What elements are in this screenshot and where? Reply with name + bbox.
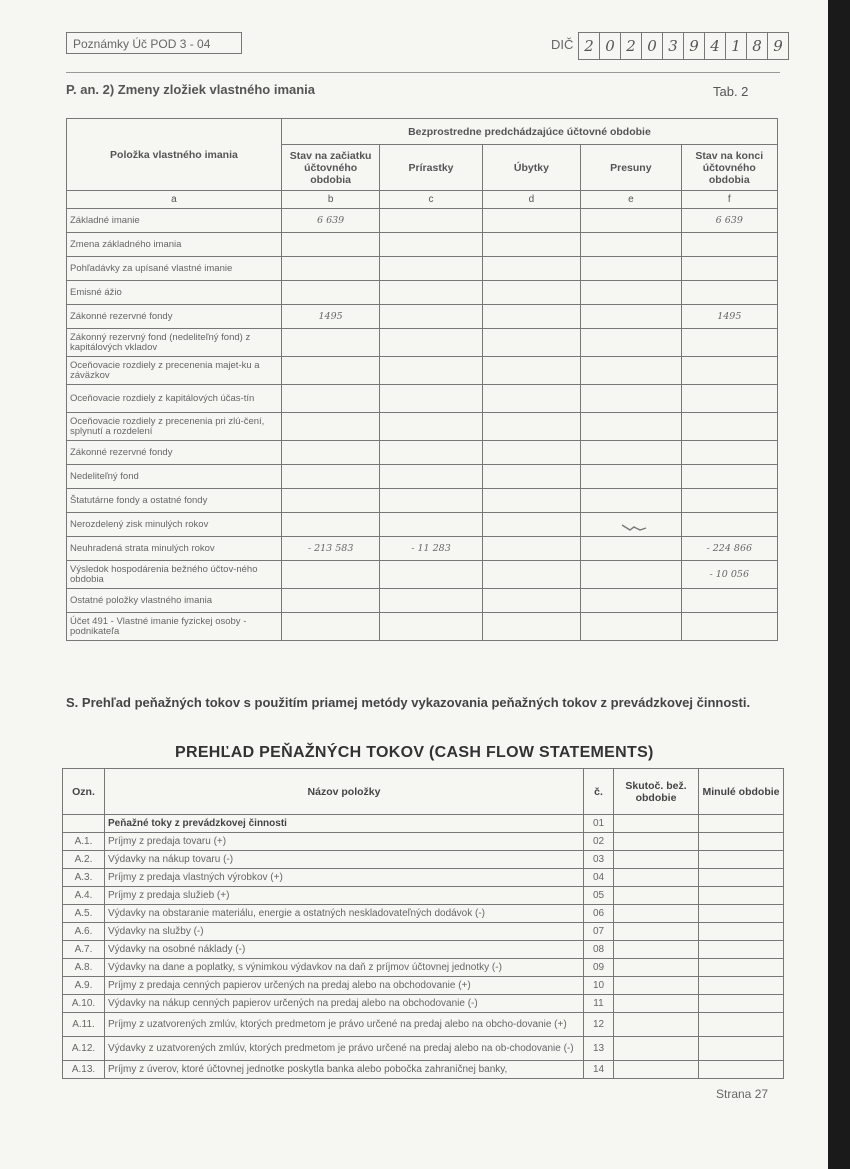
decrease-value [482,257,580,281]
start-value [281,413,379,441]
col-header-decrease: Úbytky [482,145,580,191]
row-code: A.11. [63,1013,105,1037]
transfer-value [581,305,681,329]
prior-value [699,833,784,851]
current-value [614,923,699,941]
row-code: A.10. [63,995,105,1013]
prior-value [699,1061,784,1079]
increase-value [380,513,482,537]
prior-value [699,887,784,905]
current-value [614,887,699,905]
table-row [63,887,784,905]
end-value [681,413,777,441]
prior-value [699,941,784,959]
prior-value [699,851,784,869]
row-name: Príjmy z predaja tovaru (+) [105,833,584,851]
end-value: 6 639 [681,209,777,233]
row-name: Výdavky na nákup tovaru (-) [105,851,584,869]
row-number: 12 [584,1013,614,1037]
row-number: 05 [584,887,614,905]
col-letter: a [67,191,282,209]
cashflow-title: PREHĽAD PEŇAŽNÝCH TOKOV (CASH FLOW STATEMENTS) [175,744,654,761]
current-value [614,959,699,977]
row-number: 07 [584,923,614,941]
col-letter: b [281,191,379,209]
decrease-value [482,589,580,613]
row-label: Základné imanie [67,209,282,233]
pen-mark-icon [620,522,648,532]
col-header-item: Položka vlastného imania [67,119,282,191]
decrease-value [482,613,580,641]
dic-digit: 9 [767,32,789,60]
table-row [67,281,778,305]
decrease-value [482,329,580,357]
start-value [281,233,379,257]
section-title: P. an. 2) Zmeny zložiek vlastného imania [66,82,316,97]
decrease-value [482,209,580,233]
transfer-value [581,413,681,441]
table-row [67,357,778,385]
dic-number [578,32,789,60]
row-number: 11 [584,995,614,1013]
row-number: 04 [584,869,614,887]
current-value [614,869,699,887]
scan-edge [828,0,850,1169]
dic-digit: 3 [662,32,683,60]
table-row [67,413,778,441]
dic-digit: 9 [683,32,704,60]
start-value: 1495 [281,305,379,329]
end-value: 1495 [681,305,777,329]
row-number: 08 [584,941,614,959]
equity-changes-table [66,118,778,641]
table-row [67,537,778,561]
cashflow-intro: S. Prehľad peňažných tokov s použitím priamej metódy vykazovania peňažných tokov z prevádzkovej činnosti. [66,695,751,710]
increase-value [380,305,482,329]
transfer-value [581,465,681,489]
end-value [681,489,777,513]
table-row [67,305,778,329]
increase-value: - 11 283 [380,537,482,561]
increase-value [380,385,482,413]
end-value [681,589,777,613]
table-row [67,257,778,281]
row-number: 02 [584,833,614,851]
col-header-no: č. [584,769,614,815]
dic-digit: 0 [641,32,662,60]
end-value [681,465,777,489]
col-letter: e [581,191,681,209]
table-row [67,209,778,233]
row-name: Výdavky na obstaranie materiálu, energie a ostatných neskladovateľných dodávok (-) [105,905,584,923]
row-code: A.1. [63,833,105,851]
transfer-value [581,257,681,281]
transfer-value [581,537,681,561]
prior-value [699,905,784,923]
col-header-name: Názov položky [105,769,584,815]
start-value [281,385,379,413]
prior-value [699,869,784,887]
row-name: Peňažné toky z prevádzkovej činnosti [105,815,584,833]
end-value [681,513,777,537]
transfer-value [581,489,681,513]
start-value [281,357,379,385]
col-letter: f [681,191,777,209]
row-name: Príjmy z predaja služieb (+) [105,887,584,905]
row-label: Oceňovacie rozdiely z kapitálových účas-tín [67,385,282,413]
row-code: A.6. [63,923,105,941]
row-code: A.9. [63,977,105,995]
table-row [63,833,784,851]
increase-value [380,441,482,465]
dic-digit: 1 [725,32,746,60]
transfer-value [581,281,681,305]
row-label: Výsledok hospodárenia bežného účtov-ného obdobia [67,561,282,589]
row-name: Výdavky na nákup cenných papierov určených na predaj alebo na obchodovanie (-) [105,995,584,1013]
dic-digit: 8 [746,32,767,60]
row-label: Ostatné položky vlastného imania [67,589,282,613]
row-label: Nerozdelený zisk minulých rokov [67,513,282,537]
prior-value [699,995,784,1013]
increase-value [380,357,482,385]
transfer-value [581,329,681,357]
dic-digit: 2 [578,32,599,60]
transfer-value [581,613,681,641]
increase-value [380,413,482,441]
start-value [281,465,379,489]
current-value [614,1037,699,1061]
row-code: A.8. [63,959,105,977]
row-number: 10 [584,977,614,995]
row-name: Výdavky na dane a poplatky, s výnimkou výdavkov na daň z príjmov účtovnej jednotky (-) [105,959,584,977]
decrease-value [482,441,580,465]
transfer-value [581,357,681,385]
increase-value [380,257,482,281]
col-header-group: Bezprostredne predchádzajúce účtovné obdobie [281,119,777,145]
header-divider [66,72,780,73]
row-label: Emisné ážio [67,281,282,305]
dic-label: DIČ [551,37,574,52]
decrease-value [482,489,580,513]
col-letter: d [482,191,580,209]
increase-value [380,209,482,233]
increase-value [380,589,482,613]
decrease-value [482,385,580,413]
transfer-value [581,233,681,257]
row-code: A.7. [63,941,105,959]
start-value [281,513,379,537]
end-value [681,281,777,305]
col-header-start: Stav na začiatku účtovného obdobia [281,145,379,191]
row-number: 13 [584,1037,614,1061]
row-code: A.13. [63,1061,105,1079]
row-code [63,815,105,833]
col-header-end: Stav na konci účtovného obdobia [681,145,777,191]
row-name: Výdavky z uzatvorených zmlúv, ktorých predmetom je právo určené na predaj alebo na ob-chodovanie (-) [105,1037,584,1061]
row-number: 06 [584,905,614,923]
row-code: A.4. [63,887,105,905]
prior-value [699,1013,784,1037]
current-value [614,851,699,869]
table-row [67,441,778,465]
row-label: Zmena základného imania [67,233,282,257]
decrease-value [482,413,580,441]
increase-value [380,561,482,589]
decrease-value [482,465,580,489]
row-number: 03 [584,851,614,869]
table-row [67,465,778,489]
table-row [63,941,784,959]
prior-value [699,815,784,833]
increase-value [380,465,482,489]
table-row [63,905,784,923]
dic-digit: 2 [620,32,641,60]
col-header-prior: Minulé obdobie [699,769,784,815]
row-name: Výdavky na osobné náklady (-) [105,941,584,959]
transfer-value [581,561,681,589]
current-value [614,995,699,1013]
form-label: Poznámky Úč POD 3 - 04 [66,32,242,54]
col-letter: c [380,191,482,209]
col-header-increase: Prírastky [380,145,482,191]
cashflow-table [62,768,784,1079]
table-row [63,995,784,1013]
current-value [614,977,699,995]
row-label: Štatutárne fondy a ostatné fondy [67,489,282,513]
current-value [614,833,699,851]
row-number: 01 [584,815,614,833]
table-row [67,613,778,641]
row-name: Príjmy z predaja cenných papierov určených na predaj alebo na obchodovanie (+) [105,977,584,995]
decrease-value [482,233,580,257]
end-value [681,357,777,385]
table-row [67,561,778,589]
start-value [281,613,379,641]
increase-value [380,329,482,357]
table-row [67,489,778,513]
decrease-value [482,281,580,305]
end-value: - 10 056 [681,561,777,589]
row-code: A.3. [63,869,105,887]
decrease-value [482,305,580,329]
table-row [67,329,778,357]
prior-value [699,923,784,941]
start-value [281,329,379,357]
decrease-value [482,357,580,385]
end-value [681,385,777,413]
row-name: Príjmy z predaja vlastných výrobkov (+) [105,869,584,887]
table-row [63,1061,784,1079]
row-label: Neuhradená strata minulých rokov [67,537,282,561]
table-row [63,1013,784,1037]
table-row [67,513,778,537]
row-label: Oceňovacie rozdiely z precenenia majet-ku a záväzkov [67,357,282,385]
col-header-transfer: Presuny [581,145,681,191]
increase-value [380,489,482,513]
table-row [63,869,784,887]
row-name: Príjmy z uzatvorených zmlúv, ktorých predmetom je právo určené na predaj alebo na obcho-dovanie (+) [105,1013,584,1037]
start-value [281,257,379,281]
table-row [63,1037,784,1061]
row-number: 09 [584,959,614,977]
end-value [681,613,777,641]
increase-value [380,281,482,305]
row-label: Pohľadávky za upísané vlastné imanie [67,257,282,281]
row-label: Zákonné rezervné fondy [67,305,282,329]
end-value [681,441,777,465]
start-value [281,561,379,589]
end-value [681,329,777,357]
row-label: Účet 491 - Vlastné imanie fyzickej osoby - podnikateľa [67,613,282,641]
row-code: A.12. [63,1037,105,1061]
decrease-value [482,513,580,537]
start-value [281,589,379,613]
col-header-current: Skutoč. bež. obdobie [614,769,699,815]
current-value [614,815,699,833]
dic-digit: 0 [599,32,620,60]
start-value [281,441,379,465]
transfer-value [581,385,681,413]
col-header-code: Ozn. [63,769,105,815]
transfer-value [581,589,681,613]
end-value [681,257,777,281]
prior-value [699,977,784,995]
start-value [281,281,379,305]
table-row [63,977,784,995]
increase-value [380,233,482,257]
decrease-value [482,561,580,589]
prior-value [699,959,784,977]
table-number: Tab. 2 [713,84,749,99]
end-value: - 224 866 [681,537,777,561]
table-row [63,815,784,833]
row-name: Výdavky na služby (-) [105,923,584,941]
transfer-value [581,441,681,465]
start-value [281,489,379,513]
row-label: Zákonné rezervné fondy [67,441,282,465]
table-row [67,385,778,413]
start-value: 6 639 [281,209,379,233]
page-number: Strana 27 [716,1087,769,1101]
increase-value [380,613,482,641]
row-code: A.5. [63,905,105,923]
row-label: Oceňovacie rozdiely z precenenia pri zlú-čení, splynutí a rozdelení [67,413,282,441]
row-number: 14 [584,1061,614,1079]
end-value [681,233,777,257]
start-value: - 213 583 [281,537,379,561]
table-row [67,589,778,613]
table-row [63,959,784,977]
transfer-value [581,209,681,233]
current-value [614,1061,699,1079]
table-row [67,233,778,257]
decrease-value [482,537,580,561]
row-label: Nedeliteľný fond [67,465,282,489]
row-name: Príjmy z úverov, ktoré účtovnej jednotke poskytla banka alebo pobočka zahraničnej banky, [105,1061,584,1079]
current-value [614,1013,699,1037]
current-value [614,941,699,959]
table-row [63,851,784,869]
table-row [63,923,784,941]
prior-value [699,1037,784,1061]
current-value [614,905,699,923]
row-code: A.2. [63,851,105,869]
dic-digit: 4 [704,32,725,60]
row-label: Zákonný rezervný fond (nedeliteľný fond) z kapitálových vkladov [67,329,282,357]
